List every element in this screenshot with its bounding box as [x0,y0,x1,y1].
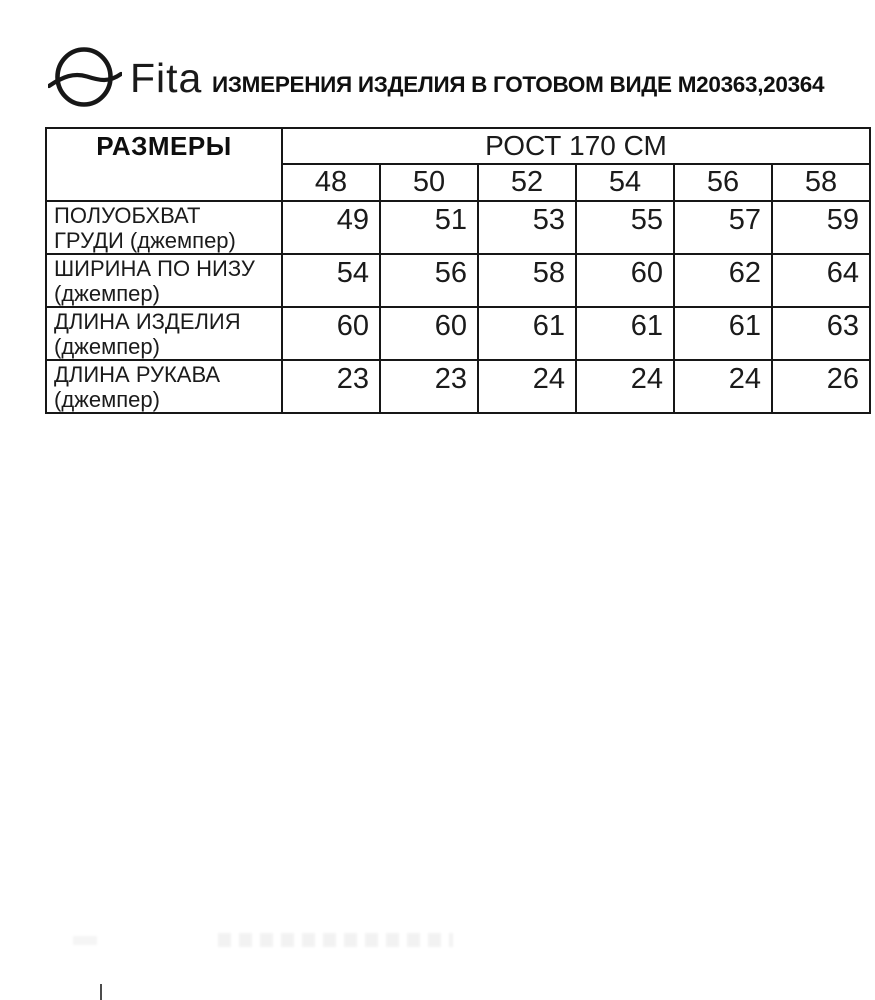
size-col-header: 54 [576,164,674,201]
page-edge-tick [100,984,102,1000]
measurement-value: 24 [576,360,674,413]
scan-artifact [73,936,97,945]
row-label-length [46,307,282,360]
row-label-line: ПОЛУОБХВАТ [54,203,201,228]
measurement-value: 55 [576,201,674,254]
row-label-line: ШИРИНА ПО НИЗУ [54,256,255,281]
brand-logo [48,45,202,111]
row-label-line: ДЛИНА ИЗДЕЛИЯ [54,309,241,334]
table-row-bottom-width [46,254,870,307]
row-label-line: (джемпер) [54,387,160,412]
globe-wave-icon [48,46,122,110]
measurement-value: 61 [576,307,674,360]
measurement-value: 54 [282,254,380,307]
table-row-length [46,307,870,360]
measurement-value: 60 [380,307,478,360]
measurement-value: 62 [674,254,772,307]
measurement-value: 60 [576,254,674,307]
measurement-value: 24 [674,360,772,413]
table-row-chest [46,201,870,254]
measurement-value: 59 [772,201,870,254]
faint-watermark-artifact [218,933,453,947]
row-label-line: (джемпер) [54,334,160,359]
size-col-header: 50 [380,164,478,201]
measurement-value: 61 [478,307,576,360]
measurements-table [45,127,871,414]
sizes-corner-header: РАЗМЕРЫ [46,128,282,201]
measurement-value: 57 [674,201,772,254]
measurement-value: 63 [772,307,870,360]
measurement-value: 64 [772,254,870,307]
measurement-value: 58 [478,254,576,307]
size-col-header: 56 [674,164,772,201]
row-label-line: ДЛИНА РУКАВА [54,362,221,387]
measurement-value: 26 [772,360,870,413]
measurement-value: 56 [380,254,478,307]
measurement-value: 23 [282,360,380,413]
measurement-value: 24 [478,360,576,413]
page-title: ИЗМЕРЕНИЯ ИЗДЕЛИЯ В ГОТОВОМ ВИДЕ М20363,20364 [212,72,825,97]
row-label-line: (джемпер) [54,281,160,306]
table-row-sleeve [46,360,870,413]
measurement-value: 51 [380,201,478,254]
measurement-value: 23 [380,360,478,413]
row-label-line: ГРУДИ (джемпер) [54,228,236,253]
table-header-row [46,128,870,164]
measurement-value: 60 [282,307,380,360]
brand-name: Fita [130,54,203,101]
row-label-chest [46,201,282,254]
size-col-header: 58 [772,164,870,201]
size-col-header: 52 [478,164,576,201]
measurement-value: 49 [282,201,380,254]
row-label-bottom-width [46,254,282,307]
size-col-header: 48 [282,164,380,201]
measurement-value: 61 [674,307,772,360]
height-group-header: РОСТ 170 СМ [282,128,870,164]
measurement-value: 53 [478,201,576,254]
row-label-sleeve [46,360,282,413]
